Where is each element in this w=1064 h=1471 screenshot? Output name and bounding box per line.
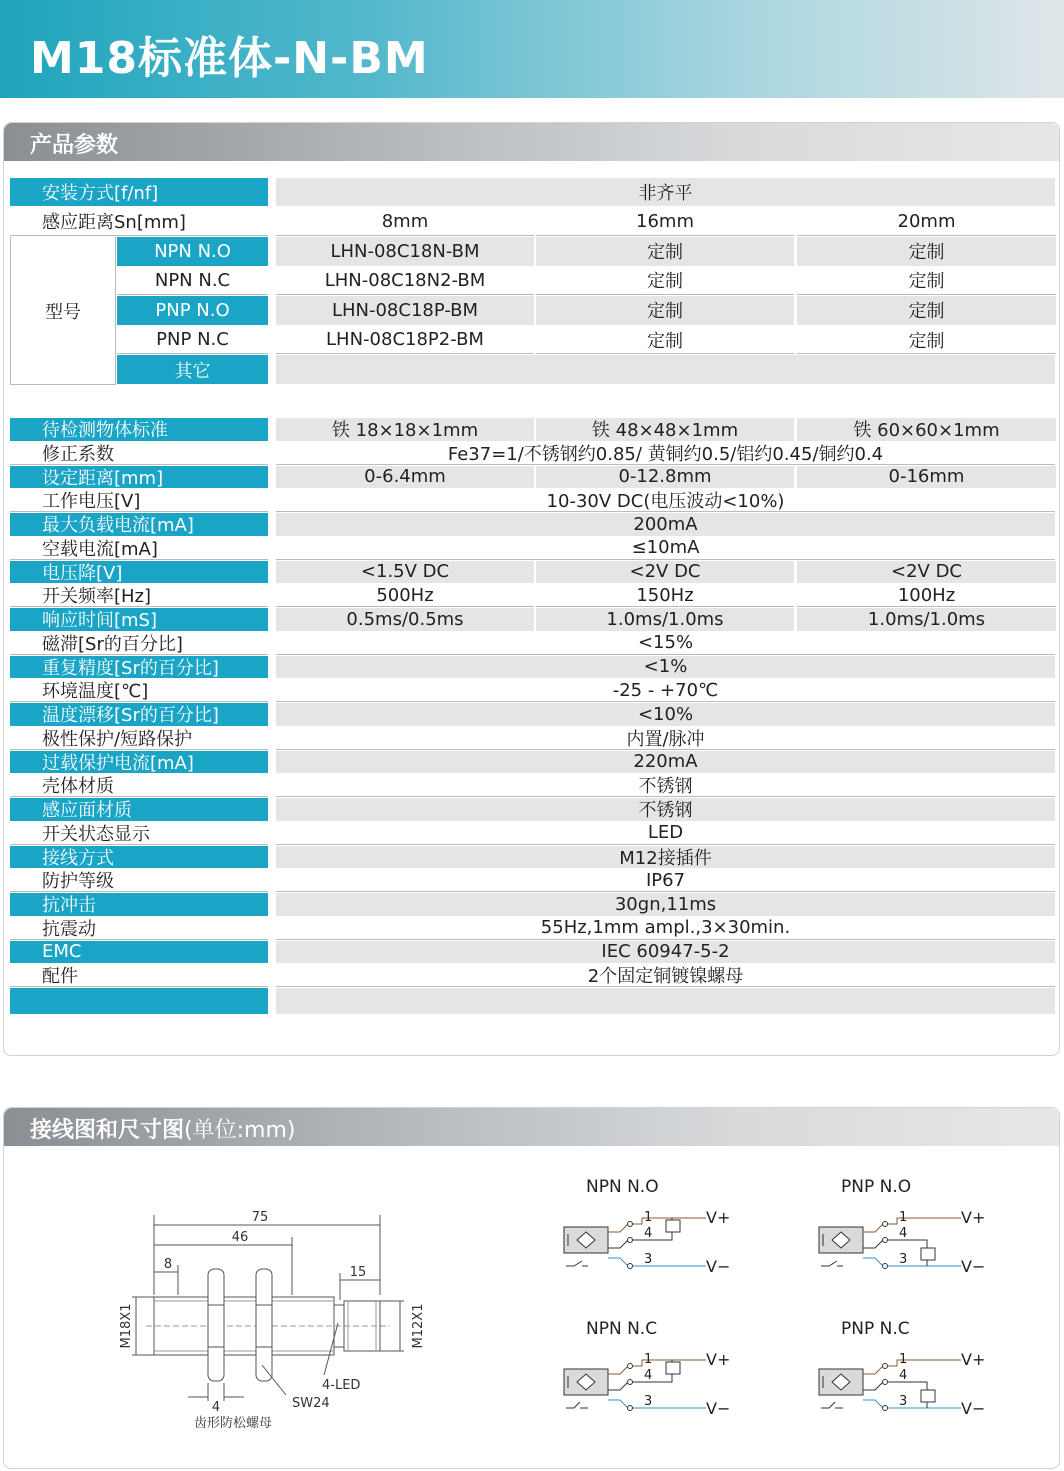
spec-label (10, 988, 268, 1014)
params-panel-header (4, 123, 1059, 161)
spec-value: 500Hz (276, 584, 534, 607)
row-value: 16mm (536, 207, 794, 236)
spec-row (10, 703, 1056, 726)
spec-label: 配件 (10, 964, 268, 987)
pin-number: 1 (644, 1352, 653, 1367)
vminus-label: V− (706, 1399, 731, 1418)
wiring-panel-header (4, 1108, 1059, 1146)
load-relay (666, 1220, 680, 1232)
pin-number: 4 (899, 1226, 908, 1241)
spec-value: <2V DC (797, 561, 1056, 584)
wire-3 (863, 1258, 961, 1266)
spec-label: 开关频率[Hz] (10, 584, 268, 607)
spec-label: 过载保护电流[mA] (10, 751, 268, 774)
pin-number: 4 (899, 1368, 908, 1383)
spec-value: ≤10mA (276, 537, 1055, 560)
wire-1 (608, 1218, 706, 1232)
spec-value: 220mA (276, 751, 1055, 774)
table-row (10, 207, 1056, 236)
pin-terminal (883, 1380, 888, 1385)
pin-terminal (628, 1264, 633, 1269)
spec-label: 响应时间[mS] (10, 608, 268, 631)
pin-terminal (628, 1238, 633, 1243)
wiring-section-title: 接线图和尺寸图(单位:mm) (30, 1118, 296, 1143)
spec-value: 0.5ms/0.5ms (276, 608, 534, 631)
spec-value: <2V DC (536, 561, 794, 584)
spec-label: 开关状态显示 (10, 822, 268, 845)
model-value: 定制 (797, 267, 1056, 296)
model-value: 定制 (536, 237, 794, 266)
spec-row (10, 751, 1056, 774)
wire-1 (863, 1218, 961, 1232)
pin-terminal (883, 1222, 888, 1227)
model-value: LHN-08C18P2-BM (276, 326, 534, 355)
pin-terminal (883, 1364, 888, 1369)
spec-value: 0-16mm (797, 466, 1056, 489)
spec-row (10, 584, 1056, 607)
spec-label: 抗震动 (10, 917, 268, 940)
spec-row (10, 679, 1056, 702)
pin-number: 1 (899, 1352, 908, 1367)
spec-row (10, 774, 1056, 797)
spec-label: 接线方式 (10, 846, 268, 869)
spec-value: 55Hz,1mm ampl.,3×30min. (276, 917, 1055, 940)
spec-row (10, 798, 1056, 821)
vplus-label: V+ (961, 1350, 986, 1369)
wire-3 (608, 1400, 706, 1408)
spec-value: 内置/脉冲 (276, 727, 1055, 750)
pin-number: 3 (899, 1394, 908, 1409)
wire-1 (863, 1360, 961, 1374)
model-value: 定制 (536, 326, 794, 355)
model-value: LHN-08C18N2-BM (276, 267, 534, 296)
model-value: LHN-08C18N-BM (276, 237, 534, 266)
wiring-diagram (815, 1314, 1015, 1434)
model-type: 其它 (117, 355, 268, 384)
vminus-label: V− (961, 1399, 986, 1418)
spec-row (10, 632, 1056, 655)
spec-value: 10-30V DC(电压波动<10%) (276, 489, 1055, 512)
dim-wrench: SW24 (292, 1396, 330, 1411)
pin-terminal (628, 1406, 633, 1411)
load-relay (666, 1362, 680, 1374)
wiring-diagram (560, 1314, 760, 1434)
pin-terminal (883, 1406, 888, 1411)
pin-number: 3 (644, 1252, 653, 1267)
pin-number: 4 (644, 1368, 653, 1383)
spec-row (10, 466, 1056, 489)
spec-row (10, 656, 1056, 679)
vplus-label: V+ (706, 1208, 731, 1227)
switch-symbol (566, 1402, 588, 1408)
spec-value: <1% (276, 656, 1055, 679)
spec-label: 防护等级 (10, 869, 268, 892)
spec-value: IEC 60947-5-2 (276, 941, 1055, 964)
pin-terminal (628, 1364, 633, 1369)
spec-label: 最大负载电流[mA] (10, 513, 268, 536)
spec-label: 磁滞[Sr的百分比] (10, 632, 268, 655)
model-value (276, 355, 1055, 384)
spec-label: 设定距离[mm] (10, 466, 268, 489)
spec-value: <15% (276, 632, 1055, 655)
spec-value: 2个固定铜镀镍螺母 (276, 964, 1055, 987)
table-row (10, 178, 1056, 206)
spec-value: 铁 18×18×1mm (276, 418, 534, 441)
spec-row (10, 893, 1056, 916)
model-type: PNP N.O (117, 296, 268, 325)
spec-row (10, 442, 1056, 465)
spec-label: 抗冲击 (10, 893, 268, 916)
wire-3 (863, 1400, 961, 1408)
model-label: 型号 (10, 237, 116, 385)
spec-row (10, 537, 1056, 560)
spec-label: 修正系数 (10, 442, 268, 465)
spec-label: 温度漂移[Sr的百分比] (10, 703, 268, 726)
spec-label: EMC (10, 941, 268, 964)
spec-label: 极性保护/短路保护 (10, 727, 268, 750)
spec-row (10, 561, 1056, 584)
pin-terminal (628, 1380, 633, 1385)
spec-row (10, 964, 1056, 987)
switch-symbol (566, 1261, 588, 1266)
pin-number: 3 (899, 1252, 908, 1267)
vplus-label: V+ (706, 1350, 731, 1369)
spec-value: 0-12.8mm (536, 466, 794, 489)
spec-label: 工作电压[V] (10, 489, 268, 512)
model-type: PNP N.C (117, 326, 268, 355)
row-value: 8mm (276, 207, 534, 236)
dim-nut: 4 (211, 1400, 221, 1415)
model-value: 定制 (797, 237, 1056, 266)
row-label: 感应距离Sn[mm] (10, 207, 268, 236)
wiring-title: PNP N.C (841, 1319, 910, 1339)
row-label: 安装方式[f/nf] (10, 178, 268, 206)
dim-diameter: M18X1 (119, 1303, 134, 1349)
spec-row (10, 608, 1056, 631)
vplus-label: V+ (961, 1208, 986, 1227)
wiring-diagram (815, 1172, 1015, 1292)
wiring-title: NPN N.O (586, 1177, 659, 1197)
model-value: LHN-08C18P-BM (276, 296, 534, 325)
spec-row (10, 917, 1056, 940)
spec-label: 待检测物体标准 (10, 418, 268, 441)
spec-value: M12接插件 (276, 846, 1055, 869)
spec-value: -25 - +70℃ (276, 679, 1055, 702)
wire-1 (608, 1360, 706, 1374)
spec-row (10, 727, 1056, 750)
dim-plug: 15 (349, 1265, 367, 1280)
spec-label: 重复精度[Sr的百分比] (10, 656, 268, 679)
vminus-label: V− (706, 1257, 731, 1276)
model-value: 定制 (536, 267, 794, 296)
spec-label: 感应面材质 (10, 798, 268, 821)
wiring-diagram (560, 1172, 760, 1292)
spec-value: 1.0ms/1.0ms (797, 608, 1056, 631)
spec-value: 1.0ms/1.0ms (536, 608, 794, 631)
pin-terminal (883, 1238, 888, 1243)
pin-terminal (628, 1222, 633, 1227)
row-value: 20mm (797, 207, 1056, 236)
spec-value: 不锈钢 (276, 798, 1055, 821)
wire-4 (863, 1382, 917, 1390)
spec-value: 200mA (276, 513, 1055, 536)
spec-value: 100Hz (797, 584, 1056, 607)
row-value: 非齐平 (276, 178, 1055, 206)
spec-value: 铁 60×60×1mm (797, 418, 1056, 441)
dim-front: 8 (163, 1257, 173, 1272)
vminus-label: V− (961, 1257, 986, 1276)
wiring-title: NPN N.C (586, 1319, 658, 1339)
spec-row (10, 846, 1056, 869)
params-section-title: 产品参数 (30, 133, 119, 158)
spec-value: 150Hz (536, 584, 794, 607)
spec-value: 0-6.4mm (276, 466, 534, 489)
dim-nut-label: 齿形防松螺母 (194, 1416, 273, 1431)
switch-symbol (821, 1261, 843, 1266)
spec-label: 环境温度[℃] (10, 679, 268, 702)
spec-label: 壳体材质 (10, 774, 268, 797)
wiring-title: PNP N.O (841, 1177, 912, 1197)
spec-row (10, 869, 1056, 892)
spec-label: 电压降[V] (10, 561, 268, 584)
model-value: 定制 (536, 296, 794, 325)
wire-4 (608, 1382, 662, 1390)
spec-row (10, 988, 1056, 1014)
model-type: NPN N.C (117, 267, 268, 296)
spec-row (10, 941, 1056, 964)
dim-thread: 46 (231, 1230, 249, 1245)
wire-4 (863, 1240, 917, 1248)
spec-value: IP67 (276, 869, 1055, 892)
model-value: 定制 (797, 326, 1056, 355)
header-banner (0, 0, 1064, 98)
spec-value: <10% (276, 703, 1055, 726)
load-relay (921, 1248, 935, 1260)
spec-row (10, 822, 1056, 845)
model-type: NPN N.O (117, 237, 268, 266)
spec-value: LED (276, 822, 1055, 845)
spec-label: 空载电流[mA] (10, 537, 268, 560)
spec-value: Fe37=1/不锈钢约0.85/ 黄铜约0.5/铝约0.45/铜约0.4 (276, 442, 1055, 465)
dim-connector: M12X1 (411, 1303, 426, 1349)
dim-led: 4-LED (322, 1378, 361, 1393)
pin-number: 4 (644, 1226, 653, 1241)
pin-number: 1 (644, 1210, 653, 1225)
spec-value: 不锈钢 (276, 774, 1055, 797)
spec-row (10, 513, 1056, 536)
load-relay (921, 1390, 935, 1402)
pin-number: 3 (644, 1394, 653, 1409)
spec-value: 30gn,11ms (276, 893, 1055, 916)
model-value: 定制 (797, 296, 1056, 325)
pin-terminal (883, 1264, 888, 1269)
page-title: M18标准体-N-BM (30, 33, 429, 84)
switch-symbol (821, 1402, 843, 1408)
spec-row (10, 418, 1056, 441)
spec-value: <1.5V DC (276, 561, 534, 584)
pin-number: 1 (899, 1210, 908, 1225)
dim-total: 75 (251, 1210, 269, 1225)
spec-value: 铁 48×48×1mm (536, 418, 794, 441)
wire-4 (608, 1240, 662, 1248)
wire-3 (608, 1258, 706, 1266)
dimension-drawing (110, 1205, 440, 1435)
spec-value (276, 988, 1055, 1014)
spec-row (10, 489, 1056, 512)
